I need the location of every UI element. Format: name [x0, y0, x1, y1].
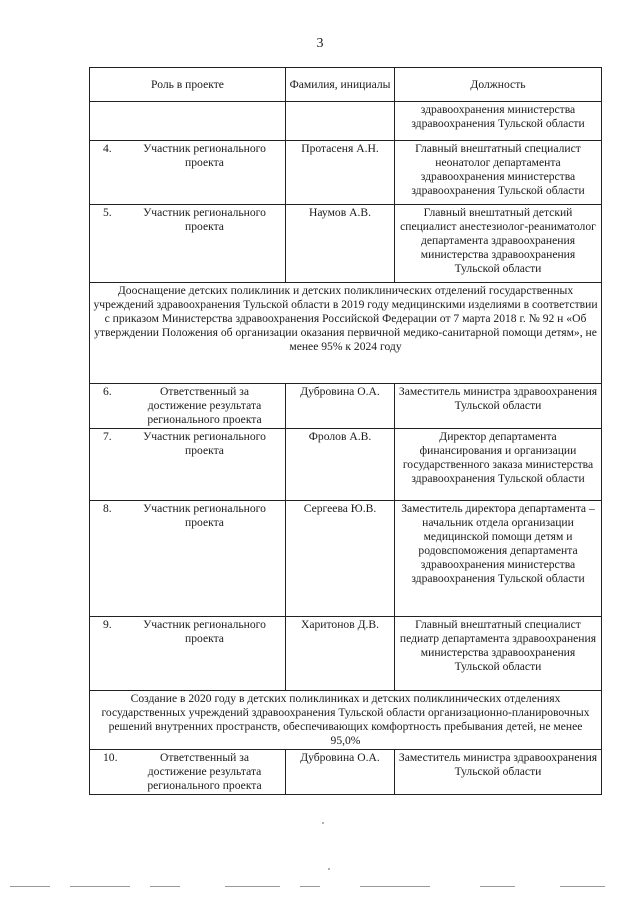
role-text: Участник регионального проекта	[143, 142, 266, 169]
role-cell	[90, 384, 286, 429]
scan-edge-artifacts	[0, 886, 640, 892]
position-cell: Главный внештатный детский специалист анестезиолог-реаниматолог департамента здравоохранения министерства здравоохранения Тульской области	[395, 205, 602, 283]
position-cell: Главный внештатный специалист неонатолог департамента здравоохранения министерства здравоохранения Тульской области	[395, 141, 602, 205]
position-cell: Заместитель директора департамента – начальник отдела организации медицинской помощи детям и родовспоможения департамента здравоохранения министерства здравоохранения Тульской области	[395, 501, 602, 617]
table-row-continuation	[90, 102, 602, 141]
name-cell: Дубровина О.А.	[286, 750, 395, 795]
position-cell: Главный внештатный специалист педиатр департамента здравоохранения министерства здравоохранения Тульской области	[395, 617, 602, 691]
scan-speck	[322, 822, 324, 824]
header-position: Должность	[395, 68, 602, 102]
table-row	[90, 750, 602, 795]
role-text: Участник регионального проекта	[143, 502, 266, 529]
section-heading: Создание в 2020 году в детских поликлиниках и детских поликлинических отделениях государственных учреждений здравоохранения Тульской области организационно-планировочных решений внутренних пространств, обеспечивающих комфортность пребывания детей, не менее 95,0%	[90, 691, 602, 750]
section-heading-row	[90, 283, 602, 384]
role-cell	[90, 750, 286, 795]
section-heading: Дооснащение детских поликлиник и детских поликлинических отделений государственных учреждений здравоохранения Тульской области в 2019 году медицинскими изделиями в соответствии с приказом Министерства здравоохранения Российской Федерации от 7 марта 2018 г. № 92 н «Об утверждении Положения об организации оказания первичной медико-санитарной помощи детям», не менее 95% к 2024 году	[90, 283, 602, 384]
name-cell	[286, 102, 395, 141]
role-text: Ответственный за достижение результата регионального проекта	[147, 751, 262, 792]
header-name: Фамилия, инициалы	[286, 68, 395, 102]
table-row	[90, 141, 602, 205]
name-cell: Наумов А.В.	[286, 205, 395, 283]
role-cell	[90, 501, 286, 617]
name-cell: Дубровина О.А.	[286, 384, 395, 429]
role-text: Ответственный за достижение результата регионального проекта	[147, 385, 262, 426]
role-cell	[90, 102, 286, 141]
role-cell	[90, 141, 286, 205]
role-text: Участник регионального проекта	[143, 206, 266, 233]
name-cell: Сергеева Ю.В.	[286, 501, 395, 617]
position-cell: Заместитель министра здравоохранения Тульской области	[395, 750, 602, 795]
position-cell: Директор департамента финансирования и организации государственного заказа министерства здравоохранения Тульской области	[395, 429, 602, 501]
name-cell: Фролов А.В.	[286, 429, 395, 501]
row-number: 6.	[103, 385, 112, 398]
role-cell	[90, 429, 286, 501]
row-number: 8.	[103, 502, 112, 515]
table-row	[90, 617, 602, 691]
table-row	[90, 205, 602, 283]
table-header-row	[90, 68, 602, 102]
position-cell: Заместитель министра здравоохранения Тульской области	[395, 384, 602, 429]
role-cell	[90, 617, 286, 691]
role-text: Участник регионального проекта	[143, 430, 266, 457]
table-row	[90, 429, 602, 501]
row-number: 7.	[103, 430, 112, 443]
table-row	[90, 384, 602, 429]
position-cell: здравоохранения министерства здравоохранения Тульской области	[395, 102, 602, 141]
table-row	[90, 501, 602, 617]
row-number: 10.	[103, 751, 118, 764]
name-cell: Протасеня А.Н.	[286, 141, 395, 205]
page-number: 3	[316, 36, 324, 51]
row-number: 4.	[103, 142, 112, 155]
section-heading-row	[90, 691, 602, 750]
role-cell	[90, 205, 286, 283]
scan-speck	[328, 868, 330, 870]
row-number: 5.	[103, 206, 112, 219]
project-roles-table	[89, 67, 602, 795]
role-text: Участник регионального проекта	[143, 618, 266, 645]
name-cell: Харитонов Д.В.	[286, 617, 395, 691]
row-number: 9.	[103, 618, 112, 631]
header-role: Роль в проекте	[90, 68, 286, 102]
